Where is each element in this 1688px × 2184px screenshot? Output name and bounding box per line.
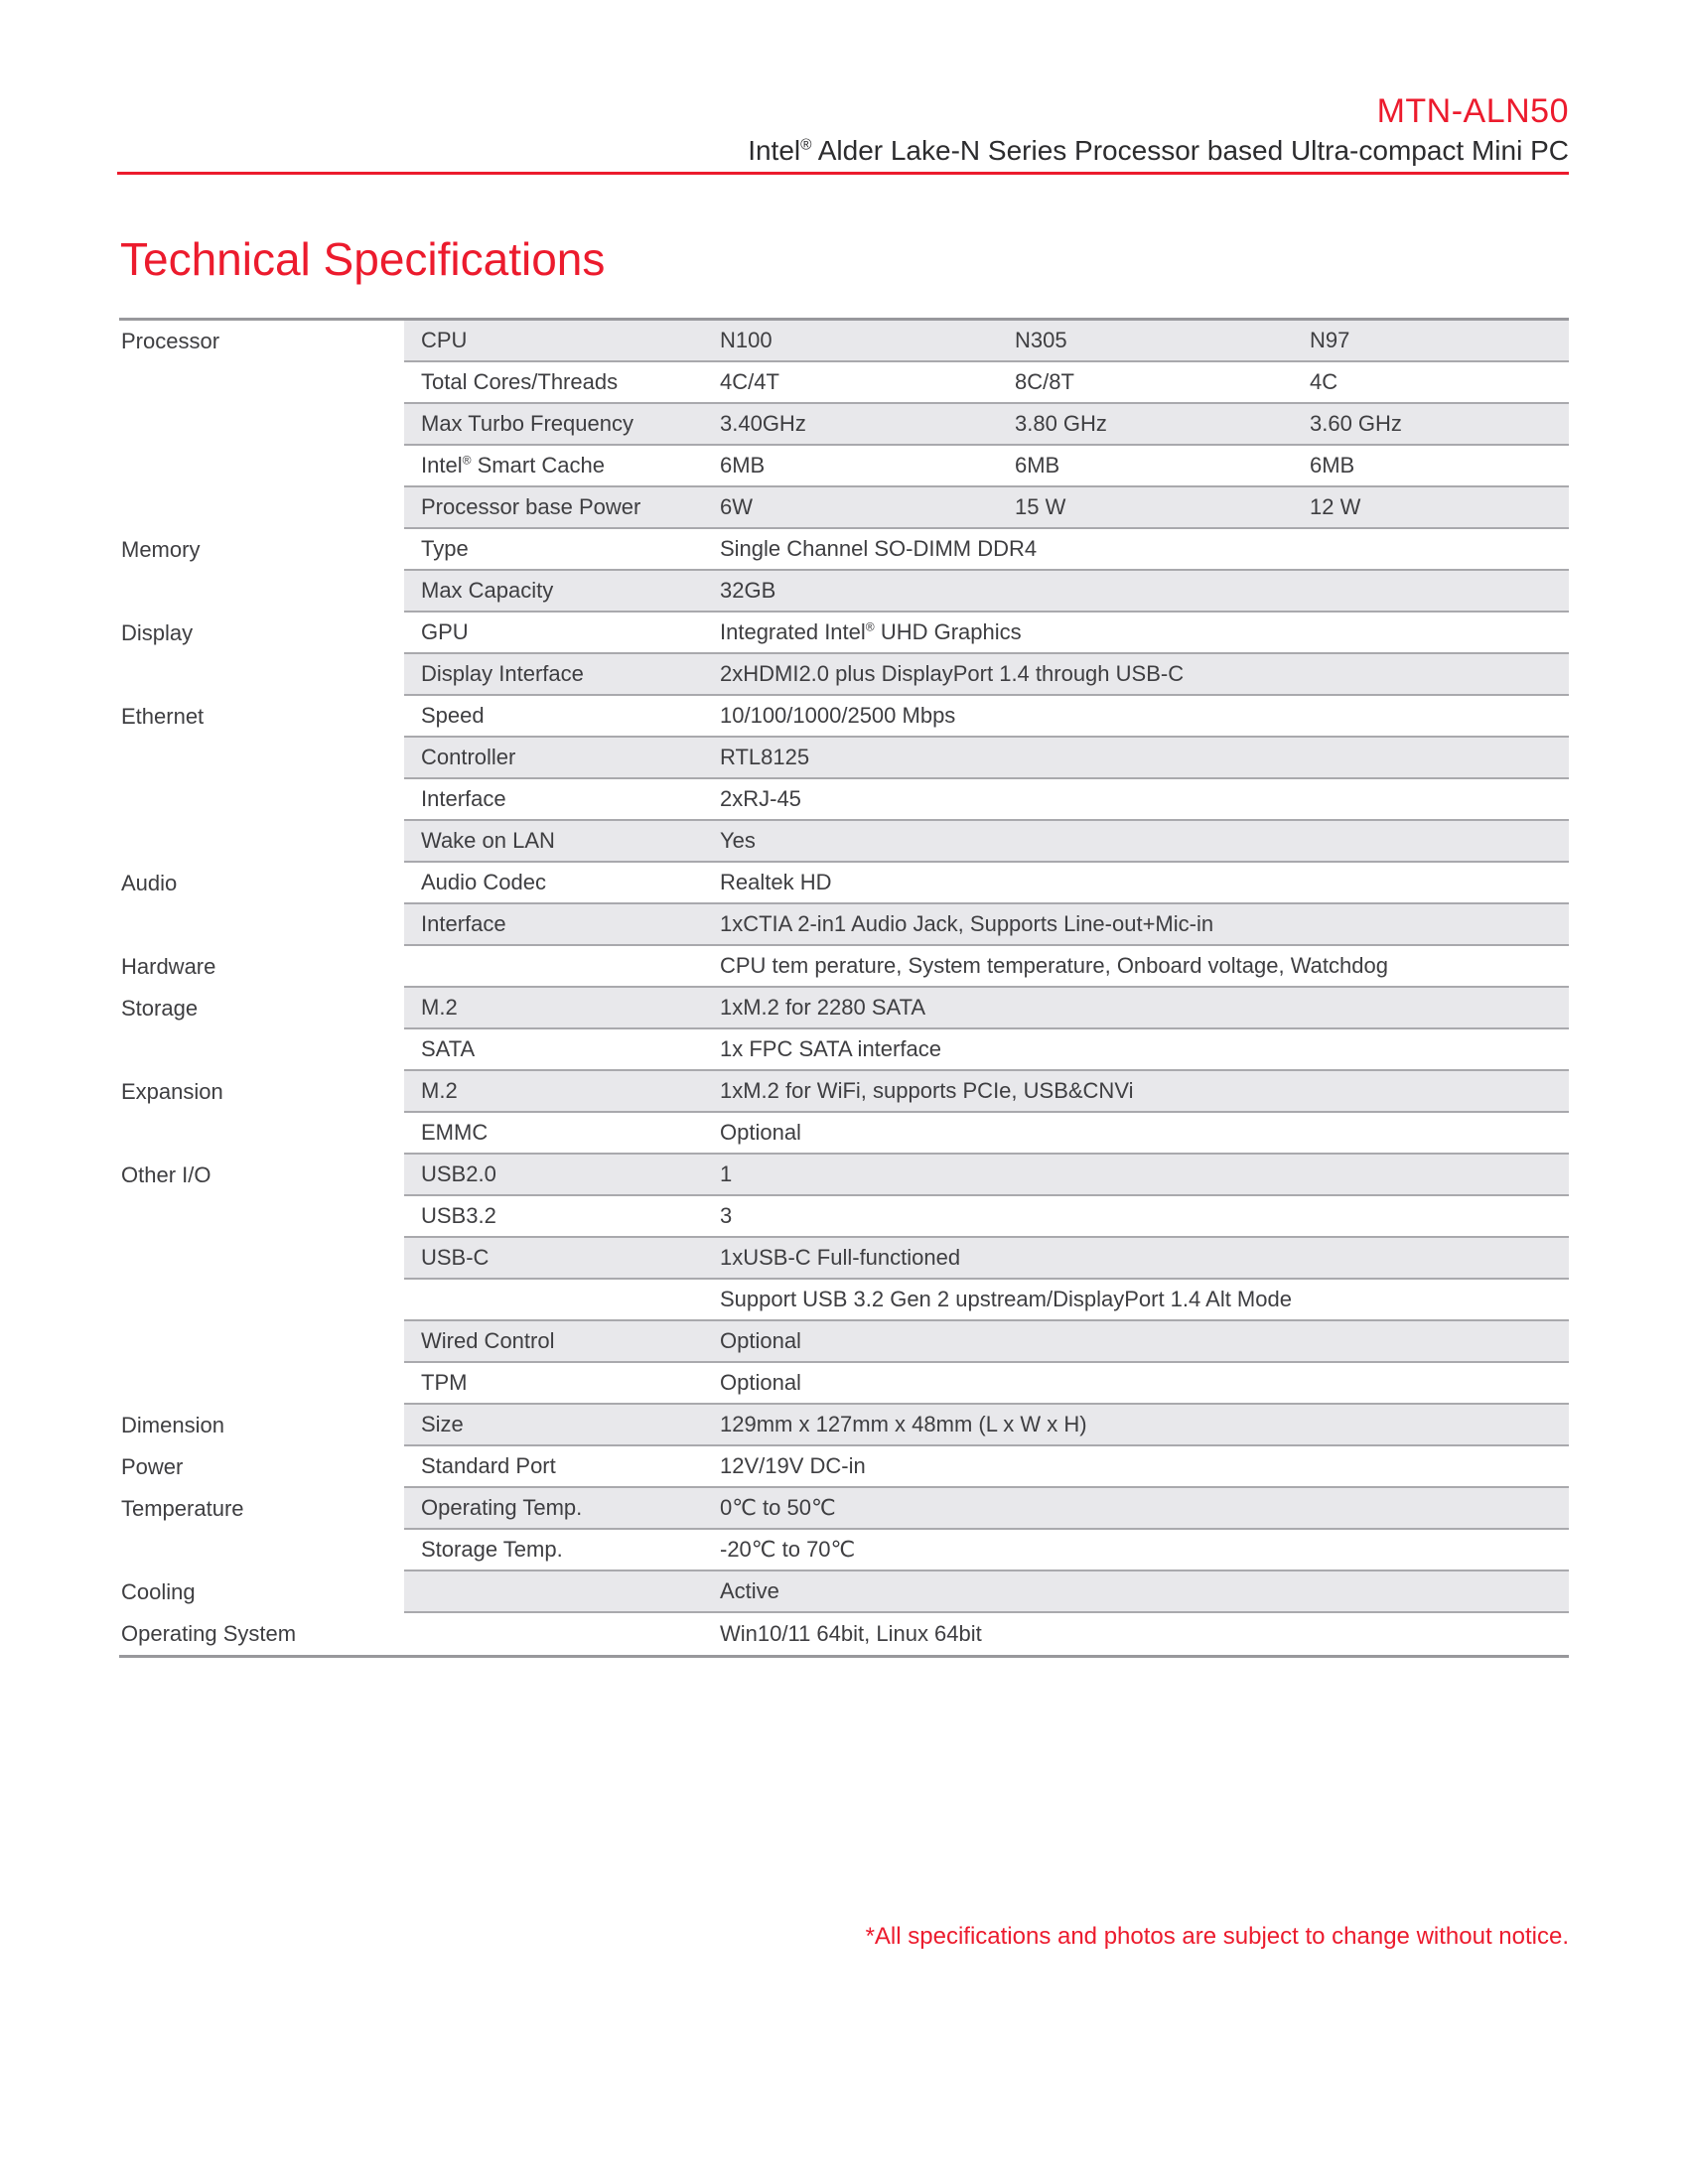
spec-row-cells [404,1071,1569,1113]
table-row [119,1571,1569,1613]
footnote: *All specifications and photos are subject to change without notice. [865,1923,1569,1950]
table-row [119,946,1569,988]
category-cell [119,1321,404,1363]
spec-label: USB3.2 [421,1203,496,1228]
table-row [119,529,1569,571]
spec-value: 6MB [720,453,766,478]
spec-value: Realtek HD [720,870,832,894]
spec-row-cells [404,821,1569,863]
header-rule [117,172,1569,175]
spec-label: Speed [421,703,485,728]
spec-value: 1xCTIA 2-in1 Audio Jack, Supports Line-out+Mic-in [720,911,1214,936]
table-row [119,821,1569,863]
spec-row-cells [404,1155,1569,1196]
spec-value: N305 [1015,328,1067,352]
spec-label: TPM [421,1370,468,1395]
category-cell: Dimension [119,1405,404,1446]
spec-table [119,318,1569,1658]
spec-row-cells [404,904,1569,946]
category-cell [119,1238,404,1280]
spec-value: -20℃ to 70℃ [720,1537,856,1562]
table-row [119,1530,1569,1571]
spec-label: CPU [421,328,468,352]
spec-value: 1xM.2 for 2280 SATA [720,995,926,1020]
spec-row-cells [404,1029,1569,1071]
table-row [119,654,1569,696]
spec-label: Total Cores/Threads [421,369,619,394]
spec-value: Optional [720,1370,801,1395]
spec-value: Yes [720,828,756,853]
category-cell [119,821,404,863]
category-cell: Display [119,613,404,654]
spec-value: Optional [720,1120,801,1145]
spec-row-cells [404,404,1569,446]
spec-value: 4C/4T [720,369,779,394]
spec-value: Single Channel SO-DIMM DDR4 [720,536,1038,561]
spec-value: 8C/8T [1015,369,1074,394]
spec-row-cells [404,1238,1569,1280]
table-row [119,863,1569,904]
spec-row-cells [404,321,1569,362]
spec-value: RTL8125 [720,745,810,769]
category-cell [119,487,404,529]
spec-row-cells [404,1196,1569,1238]
spec-value: 4C [1310,369,1338,394]
spec-value: 6MB [1015,453,1060,478]
spec-label: Controller [421,745,516,769]
category-cell [119,738,404,779]
spec-value: 6MB [1310,453,1355,478]
table-row [119,1613,1569,1655]
spec-label: M.2 [421,1078,458,1103]
spec-row-cells [404,946,1569,988]
category-cell [119,571,404,613]
spec-value: N100 [720,328,773,352]
category-cell [119,779,404,821]
category-cell [119,404,404,446]
spec-label: Storage Temp. [421,1537,563,1562]
spec-value: 1x FPC SATA interface [720,1036,941,1061]
spec-label: Interface [421,911,506,936]
spec-label: Type [421,536,469,561]
category-cell [119,654,404,696]
spec-value: 6W [720,494,753,519]
spec-label: Max Turbo Frequency [421,411,633,436]
category-cell: Other I/O [119,1155,404,1196]
spec-value: 3 [720,1203,733,1228]
spec-value: CPU tem perature, System temperature, Onboard voltage, Watchdog [720,953,1388,978]
spec-label: SATA [421,1036,476,1061]
spec-label: Wired Control [421,1328,555,1353]
spec-row-cells [404,863,1569,904]
spec-label: GPU [421,619,469,644]
spec-label: USB2.0 [421,1161,496,1186]
table-row [119,613,1569,654]
category-cell: Temperature [119,1488,404,1530]
category-cell: Audio [119,863,404,904]
spec-row-cells [404,779,1569,821]
spec-label: Audio Codec [421,870,546,894]
spec-row-cells [404,654,1569,696]
table-row [119,571,1569,613]
spec-label: Size [421,1412,464,1436]
category-cell: Memory [119,529,404,571]
spec-label: EMMC [421,1120,489,1145]
spec-value: Win10/11 64bit, Linux 64bit [720,1621,982,1646]
spec-value: 3.80 GHz [1015,411,1107,436]
table-row [119,487,1569,529]
table-row [119,988,1569,1029]
category-cell [119,1029,404,1071]
spec-value: 15 W [1015,494,1066,519]
table-row [119,738,1569,779]
category-cell: Operating System [119,1613,404,1655]
spec-value: 129mm x 127mm x 48mm (L x W x H) [720,1412,1087,1436]
category-cell: Ethernet [119,696,404,738]
table-row [119,404,1569,446]
spec-value: 32GB [720,578,776,603]
category-cell: Expansion [119,1071,404,1113]
category-cell [119,1113,404,1155]
category-cell [119,1280,404,1321]
spec-value: Integrated Intel® UHD Graphics [720,619,1022,644]
spec-row-cells [404,613,1569,654]
spec-row-cells [404,1321,1569,1363]
table-row [119,1029,1569,1071]
table-row [119,446,1569,487]
category-cell: Storage [119,988,404,1029]
spec-row-cells [404,1488,1569,1530]
spec-value: 0℃ to 50℃ [720,1495,836,1520]
spec-row-cells [404,571,1569,613]
spec-value: 1 [720,1161,733,1186]
spec-value: N97 [1310,328,1350,352]
spec-row-cells [404,529,1569,571]
doc-subtitle: Intel® Alder Lake-N Series Processor based Ultra-compact Mini PC [748,135,1569,166]
category-cell: Hardware [119,946,404,988]
spec-value: Optional [720,1328,801,1353]
spec-value: 12 W [1310,494,1361,519]
spec-value: 1xM.2 for WiFi, supports PCIe, USB&CNVi [720,1078,1134,1103]
table-row [119,779,1569,821]
spec-row-cells [404,1571,1569,1613]
spec-row-cells [404,487,1569,529]
table-row [119,321,1569,362]
table-row [119,1113,1569,1155]
table-row [119,1280,1569,1321]
spec-row-cells [404,1530,1569,1571]
spec-label: USB-C [421,1245,490,1270]
spec-label: Operating Temp. [421,1495,583,1520]
spec-row-cells [404,1363,1569,1405]
spec-value: 3.40GHz [720,411,806,436]
spec-row-cells [404,1280,1569,1321]
spec-row-cells [404,362,1569,404]
spec-value: 2xHDMI2.0 plus DisplayPort 1.4 through USB-C [720,661,1185,686]
table-row [119,1196,1569,1238]
spec-row-cells [404,738,1569,779]
spec-label: Display Interface [421,661,584,686]
table-row [119,1488,1569,1530]
table-row [119,1071,1569,1113]
category-cell: Cooling [119,1571,404,1613]
spec-label: Interface [421,786,506,811]
table-row [119,1321,1569,1363]
spec-row-cells [404,446,1569,487]
category-cell [119,1196,404,1238]
table-row [119,1238,1569,1280]
spec-row-cells [404,1613,1569,1655]
product-code: MTN-ALN50 [1376,92,1569,130]
spec-value: 12V/19V DC-in [720,1453,866,1478]
spec-row-cells [404,988,1569,1029]
doc-header [119,0,1569,168]
spec-value: Support USB 3.2 Gen 2 upstream/DisplayPort 1.4 Alt Mode [720,1287,1292,1311]
table-row [119,696,1569,738]
spec-label: M.2 [421,995,458,1020]
spec-row-cells [404,1405,1569,1446]
spec-label: Intel® Smart Cache [421,453,606,478]
spec-value: 1xUSB-C Full-functioned [720,1245,961,1270]
table-row [119,1155,1569,1196]
spec-row-cells [404,1446,1569,1488]
spec-row-cells [404,696,1569,738]
category-cell: Power [119,1446,404,1488]
spec-label: Standard Port [421,1453,556,1478]
category-cell [119,1530,404,1571]
category-cell [119,904,404,946]
table-row [119,1363,1569,1405]
spec-label: Wake on LAN [421,828,555,853]
spec-value: Active [720,1578,779,1603]
spec-value: 2xRJ-45 [720,786,801,811]
table-row [119,1405,1569,1446]
section-title: Technical Specifications [120,233,606,285]
spec-label: Processor base Power [421,494,641,519]
spec-value: 10/100/1000/2500 Mbps [720,703,956,728]
table-row [119,904,1569,946]
spec-value: 3.60 GHz [1310,411,1402,436]
spec-row-cells [404,1113,1569,1155]
category-cell [119,362,404,404]
spec-label: Max Capacity [421,578,554,603]
category-cell [119,1363,404,1405]
table-row [119,1446,1569,1488]
category-cell [119,446,404,487]
table-row [119,362,1569,404]
category-cell: Processor [119,321,404,362]
